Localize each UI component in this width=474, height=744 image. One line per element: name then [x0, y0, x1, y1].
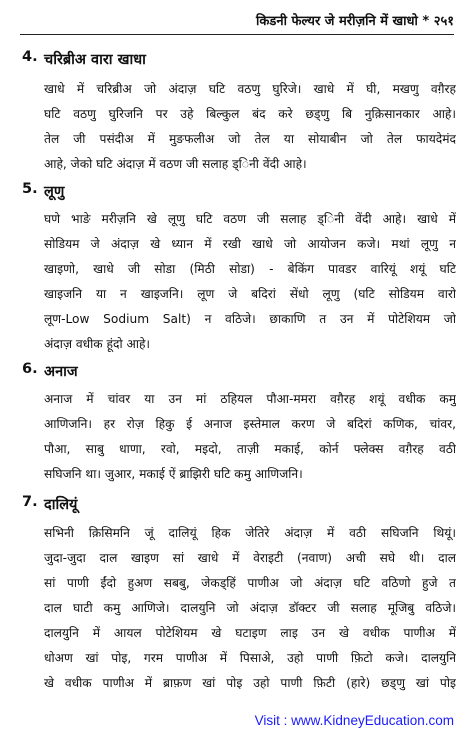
section-paragraph: [44, 207, 456, 357]
paragraph-line: अंदाज़ वधीक हूंदो आहे।: [44, 337, 151, 351]
section-title: चरिब्रीअ वारा खाधा: [44, 52, 146, 68]
paragraph-line: आहे, जेको घटि अंदाज़ में वठण जी सलाह ड्‌िनी वेंदी आहे।: [44, 157, 307, 171]
section-number: 5.: [22, 181, 38, 197]
section-paragraph: [44, 387, 456, 487]
paragraph-line: खे वधीक पाणीअ में ब्राफ़ण खां पोइ उहो पाणी फ़िटी (हारे) छड्‌णु खां पोइ: [44, 676, 456, 690]
website-footer-link[interactable]: Visit : www.KidneyEducation.com: [254, 713, 454, 728]
paragraph-line: घणे भाङे मरीज़नि खे लूणु घटि वठण जी सलाह ड्‌िनी वेंदी आहे। खाधे में: [44, 212, 456, 226]
paragraph-line: दालयुनि में आयल पोटेशियम खे घटाइण लाइ उन खे वधीक पाणीअ में: [44, 626, 456, 640]
paragraph-line: लूण-Low Sodium Salt) न वठिजे। छाकाणि त उन में पोटेशियम जो: [44, 312, 456, 326]
page-number: * २५१: [422, 14, 454, 29]
section-title: लूणु: [44, 184, 65, 200]
paragraph-line: तेल जी पसंदीअ में मुङफलीअ जो तेल या सोयाबीन जो तेल फायदेमंद: [44, 132, 456, 146]
paragraph-line: घटि वठणु घुरिजनि पर उहे बिल्कुल बंद करे छड्‌णु बि नुक़िसानकार आहे।: [44, 107, 456, 121]
paragraph-line: आणिजनि। हर रोज़ हिकु ई अनाज इस्तेमाल करण जे बदिरां कणिक, चांवर,: [44, 417, 456, 431]
paragraph-line: दाल घाटी कमु आणिजे। दालयुनि जो अंदाज़ डॉक्टर जी सलाह मूजिबु वठिजे।: [44, 601, 456, 615]
paragraph-line: अनाज में चांवर या उन मां ठहियल पौआ-ममरा वग़ैरह शयूं वधीक कमु: [44, 392, 456, 406]
running-header: [256, 11, 454, 29]
paragraph-line: जुदा-जुदा दाल खाइण सां खाधे में वेराइटी (नवाण) अची सघे थी। दाल: [44, 551, 456, 565]
section-number: 4.: [22, 49, 38, 65]
section-title: दालियूं: [44, 497, 78, 513]
section-number: 6.: [22, 361, 38, 377]
paragraph-line: सोडियम जे अंदाज़ खे ध्यान में रखी खाधे जो आयोजन कजे। मथां लूणु न: [44, 237, 456, 251]
section-number: 7.: [22, 494, 38, 510]
paragraph-line: पौआ, साबु धाणा, रवो, मइदो, ताज़ी मकाई, कोर्न फ्लेक्स वग़ैरह वठी: [44, 442, 456, 456]
header-title: किडनी फेल्यर जे मरीज़नि में खाधो: [256, 14, 418, 29]
paragraph-line: खाइणो, खाधे जी सोडा (मिठी सोडा) - बेकिंग पावडर वारियूं शयूं घटि: [44, 262, 456, 276]
section-paragraph: [44, 521, 456, 696]
paragraph-line: सघिजनि था। जुआर, मकाई ऐं ब्राझिरी घटि कमु आणिजनि।: [44, 467, 303, 481]
paragraph-line: सभिनी क़िसिमनि जूं दालियूं हिक जेतिरे अंदाज़ में वठी सघिजनि थियूं।: [44, 526, 456, 540]
paragraph-line: सां पाणी ईंदो हुअण सबबु, जेकड्‌हिं पाणीअ जो अंदाज़ घटि वठिणो हुजे त: [44, 576, 456, 590]
paragraph-line: धोअण खां पोइ, गरम पाणीअ में पिसाअे, उहो पाणी फ़िटो कजे। दालयुनि: [44, 651, 456, 665]
section-paragraph: [44, 77, 456, 177]
section-title: अनाज: [44, 364, 78, 380]
header-divider: [20, 34, 454, 35]
paragraph-line: खाइजनि या न खाइजनि। लूण जे बदिरां सेंधो लूणु (घटि सोडियम वारो: [44, 287, 456, 301]
paragraph-line: खाधे में चरिब्रीअ जो अंदाज़ घटि वठणु घुरिजे। खाधे में घी, मखणु वग़ैरह: [44, 82, 456, 96]
